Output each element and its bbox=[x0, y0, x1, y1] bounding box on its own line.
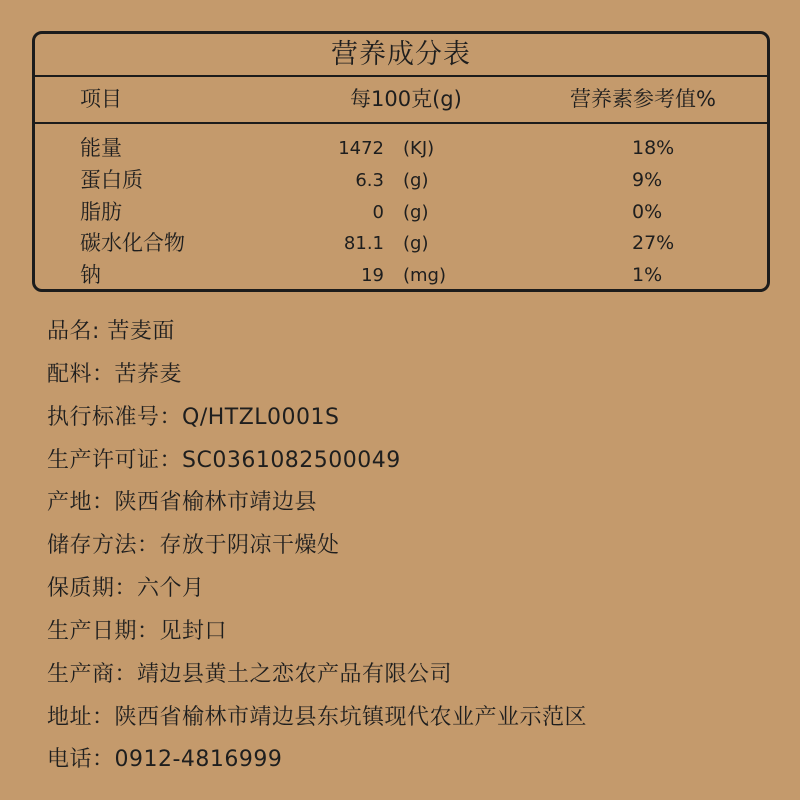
nutrient-unit: (mg) bbox=[403, 265, 447, 286]
nutrient-nrv: 0% bbox=[632, 201, 663, 223]
shelf-life: 保质期：六个月 bbox=[47, 576, 205, 601]
production-date: 生产日期：见封口 bbox=[47, 619, 228, 644]
nutrient-name: 能量 bbox=[80, 136, 122, 160]
nutrient-amount: 19 bbox=[361, 265, 384, 286]
nutrient-name: 碳水化合物 bbox=[80, 231, 185, 255]
nutrition-table-title: 营养成分表 bbox=[331, 39, 471, 70]
table-divider bbox=[35, 122, 767, 124]
production-license: 生产许可证：SC0361082500049 bbox=[47, 448, 401, 473]
nutrient-nrv: 9% bbox=[632, 169, 663, 191]
place-of-origin: 产地：陕西省榆林市靖边县 bbox=[47, 490, 318, 515]
nutrient-unit: (g) bbox=[403, 233, 429, 254]
nutrient-unit: (KJ) bbox=[403, 138, 435, 159]
header-item: 项目 bbox=[80, 87, 122, 111]
nutrient-amount: 0 bbox=[372, 202, 384, 223]
nutrient-unit: (g) bbox=[403, 202, 429, 223]
manufacturer: 生产商：靖边县黄土之恋农产品有限公司 bbox=[47, 662, 453, 687]
nutrient-name: 脂肪 bbox=[80, 200, 122, 224]
nutrient-amount: 1472 bbox=[338, 138, 384, 159]
nutrition-table-header bbox=[35, 77, 767, 122]
nutrition-row-sodium bbox=[35, 260, 767, 291]
nutrient-nrv: 27% bbox=[632, 232, 675, 254]
nutrient-unit: (g) bbox=[403, 170, 429, 191]
product-name: 品名: 苦麦面 bbox=[47, 319, 175, 344]
nutrient-nrv: 1% bbox=[632, 264, 663, 286]
nutrient-name: 钠 bbox=[80, 263, 101, 287]
nutrition-row-energy bbox=[35, 133, 767, 164]
nutrient-amount: 6.3 bbox=[355, 170, 384, 191]
storage-method: 储存方法：存放于阴凉干燥处 bbox=[47, 533, 340, 558]
ingredients: 配料：苦荞麦 bbox=[47, 362, 183, 387]
phone: 电话：0912-4816999 bbox=[47, 747, 283, 772]
nutrient-nrv: 18% bbox=[632, 137, 675, 159]
standard-number: 执行标准号：Q/HTZL0001S bbox=[47, 405, 340, 430]
address: 地址：陕西省榆林市靖边县东坑镇现代农业产业示范区 bbox=[47, 705, 588, 730]
nutrition-row-carbohydrate bbox=[35, 228, 767, 259]
nutrition-table bbox=[32, 31, 770, 292]
nutrient-amount: 81.1 bbox=[343, 233, 384, 254]
nutrient-name: 蛋白质 bbox=[80, 168, 143, 192]
header-nrv: 营养素参考值% bbox=[570, 87, 716, 111]
header-per-100g: 每100克(g) bbox=[350, 87, 462, 111]
nutrition-row-protein bbox=[35, 165, 767, 196]
nutrition-row-fat bbox=[35, 197, 767, 228]
